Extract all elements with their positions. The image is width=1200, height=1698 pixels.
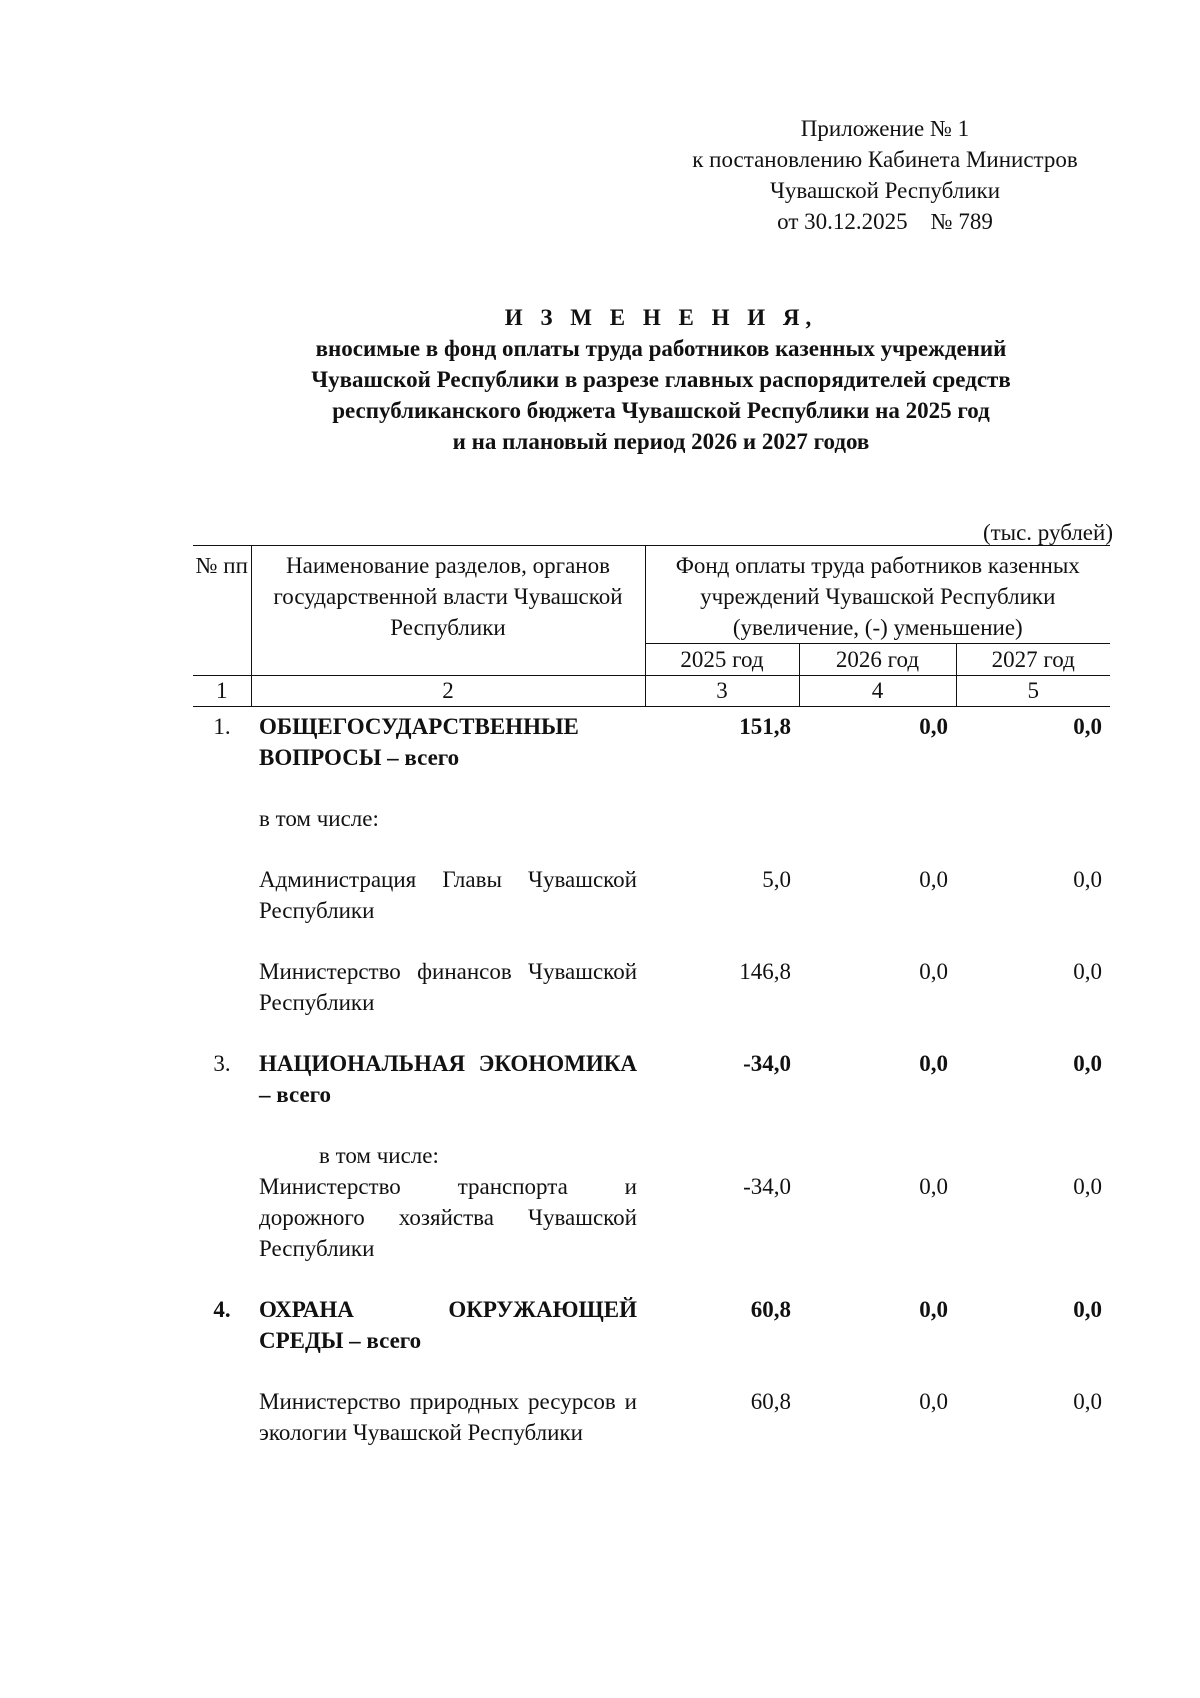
header-name: Наименование разделов, органов государственной власти Чувашской Республики [251, 546, 645, 676]
row-label: в том числе: [319, 1143, 439, 1168]
title-line-4: и на плановый период 2026 и 2027 годов [452, 429, 870, 454]
fund-table [193, 545, 1110, 1448]
header-year-2026: 2026 год [799, 644, 956, 676]
row-value-2026: 0,0 [919, 714, 948, 739]
title-line-1: вносимые в фонд оплаты труда работников казенных учреждений [315, 336, 1007, 361]
header-year-2027: 2027 год [956, 644, 1110, 676]
table-row [193, 1140, 1110, 1171]
table-row [193, 864, 1110, 926]
row-value-2025: 151,8 [739, 714, 791, 739]
row-value-2027: 0,0 [1073, 1297, 1102, 1322]
appendix-title: Приложение № 1 [800, 116, 970, 141]
table-row [193, 707, 1110, 774]
row-value-2026: 0,0 [919, 867, 948, 892]
header-fund: Фонд оплаты труда работников казенных учреждений Чувашской Республики (увеличение, (-) уменьшение) [645, 546, 1110, 644]
row-name: ОБЩЕГОСУДАРСТВЕННЫЕ ВОПРОСЫ – всего [259, 714, 579, 770]
row-value-2025: 5,0 [762, 867, 791, 892]
row-value-2025: 60,8 [750, 1389, 791, 1414]
row-value-2026: 0,0 [919, 1174, 948, 1199]
row-value-2026: 0,0 [919, 1051, 948, 1076]
row-name: Министерство финансов Чувашской Республики [259, 959, 637, 1015]
row-label: в том числе: [259, 806, 379, 831]
table-row [193, 1294, 1110, 1356]
title-line-2: Чувашской Республики в разрезе главных распорядителей средств [311, 367, 1011, 392]
colnum-3: 3 [645, 676, 799, 707]
title-heading: И З М Е Н Е Н И Я, [504, 305, 818, 330]
row-num: 4. [213, 1297, 231, 1322]
table-row [193, 1386, 1110, 1448]
table-row [193, 803, 1110, 834]
document-title [0, 302, 1200, 457]
row-name: НАЦИОНАЛЬНАЯ ЭКОНОМИКА – всего [259, 1051, 637, 1107]
row-value-2025: -34,0 [743, 1051, 791, 1076]
row-name: Министерство природных ресурсов и экологии Чувашской Республики [259, 1389, 637, 1445]
row-value-2027: 0,0 [1073, 1174, 1102, 1199]
appendix-block [650, 113, 1120, 237]
appendix-republic: Чувашской Республики [769, 178, 1001, 203]
table-row [193, 956, 1110, 1018]
row-value-2027: 0,0 [1073, 1051, 1102, 1076]
table-row [193, 1048, 1110, 1110]
header-num: № пп [193, 546, 251, 676]
row-name: ОХРАНА ОКРУЖАЮЩЕЙ СРЕДЫ – всего [259, 1297, 637, 1353]
row-value-2025: 146,8 [739, 959, 791, 984]
row-value-2027: 0,0 [1073, 714, 1102, 739]
row-value-2025: -34,0 [743, 1174, 791, 1199]
units-label: (тыс. рублей) [982, 520, 1113, 545]
row-value-2027: 0,0 [1073, 959, 1102, 984]
row-num: 3. [213, 1051, 231, 1076]
title-line-3: республиканского бюджета Чувашской Республики на 2025 год [332, 398, 990, 423]
row-value-2026: 0,0 [919, 1297, 948, 1322]
colnum-4: 4 [799, 676, 956, 707]
row-value-2026: 0,0 [919, 959, 948, 984]
colnum-2: 2 [251, 676, 645, 707]
colnum-5: 5 [956, 676, 1110, 707]
colnum-1: 1 [193, 676, 251, 707]
row-num: 1. [213, 714, 231, 739]
row-name: Министерство транспорта и дорожного хозяйства Чувашской Республики [259, 1174, 637, 1261]
header-year-2025: 2025 год [645, 644, 799, 676]
row-value-2025: 60,8 [750, 1297, 791, 1322]
appendix-date-number: от 30.12.2025 № 789 [777, 209, 993, 234]
row-name: Администрация Главы Чувашской Республики [259, 867, 637, 923]
row-value-2026: 0,0 [919, 1389, 948, 1414]
table-row [193, 1171, 1110, 1264]
appendix-resolution: к постановлению Кабинета Министров [692, 147, 1078, 172]
row-value-2027: 0,0 [1073, 867, 1102, 892]
row-value-2027: 0,0 [1073, 1389, 1102, 1414]
